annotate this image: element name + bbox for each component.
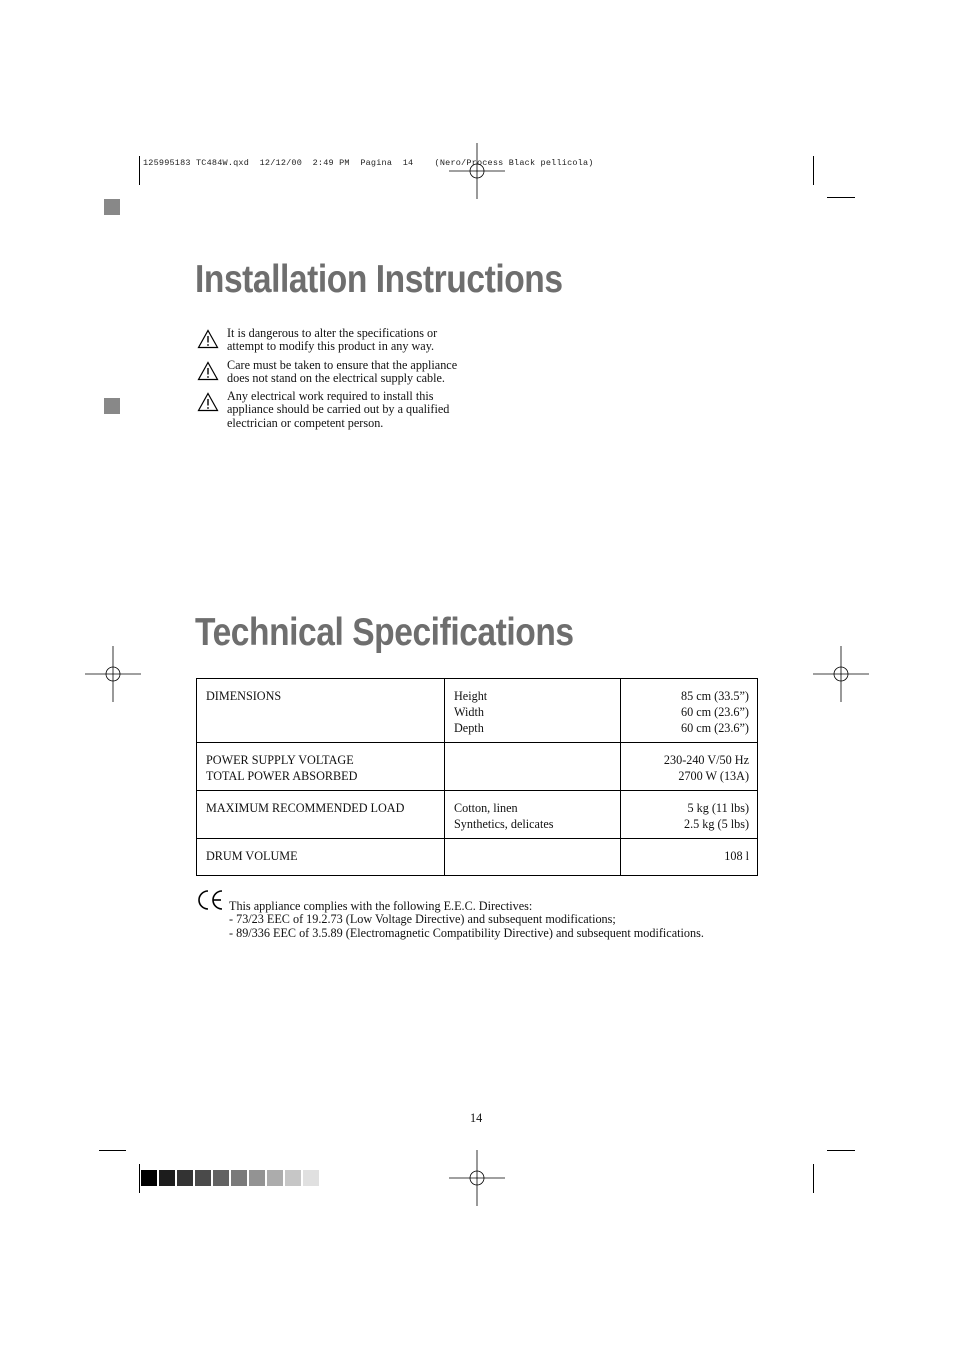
spec-value: 2700 W (13A) [678,769,749,783]
warning-line: Care must be taken to ensure that the appliance [227,357,458,372]
warning-triangle-icon [197,392,219,412]
warning-line: Any electrical work required to install this [227,389,434,404]
spec-value-cell [621,791,758,839]
spec-label: TOTAL POWER ABSORBED [206,769,358,783]
spec-detail: Synthetics, delicates [454,817,554,831]
compliance-text [229,900,704,940]
warning-line: attempt to modify this product in any way. [227,339,435,354]
table-row [197,679,758,743]
spec-value: 5 kg (11 lbs) [687,801,749,815]
color-swatch [249,1170,265,1186]
spec-detail: Depth [454,721,484,735]
spec-label-cell [197,791,445,839]
warning-item [197,390,497,430]
compliance-line: This appliance complies with the following E.E.C. Directives: [229,899,533,913]
warning-line: appliance should be carried out by a qualified [227,402,450,417]
warning-list [197,327,497,435]
spec-detail-cell [445,839,621,876]
warning-line: does not stand on the electrical supply cable. [227,370,445,385]
specifications-table [196,678,758,876]
registration-mark-icon [813,646,869,702]
color-swatch [141,1170,157,1186]
spec-label-cell [197,839,445,876]
crop-mark [827,1150,855,1151]
warning-text [227,390,449,430]
spec-detail: Width [454,705,484,719]
warning-item [197,359,497,386]
compliance-line: - 73/23 EEC of 19.2.73 (Low Voltage Directive) and subsequent modifications; [229,912,616,927]
spec-label: POWER SUPPLY VOLTAGE [206,753,354,767]
crop-mark [813,1164,814,1193]
spec-label-cell [197,679,445,743]
color-swatch [303,1170,319,1186]
spec-detail: Cotton, linen [454,801,518,815]
warning-triangle-icon [197,361,219,381]
spec-detail-cell [445,679,621,743]
spec-value: 108 l [724,849,749,863]
page-number: 14 [470,1111,483,1125]
specifications-heading: Technical Specifications [195,611,574,654]
table-row [197,791,758,839]
spec-label: MAXIMUM RECOMMENDED LOAD [206,801,405,815]
registration-mark-icon [449,143,505,199]
warning-line: It is dangerous to alter the specifications or [227,326,438,340]
ce-mark-icon [196,888,224,912]
spec-label-cell [197,743,445,791]
color-swatch [159,1170,175,1186]
crop-mark [139,1164,140,1193]
spec-value-cell [621,743,758,791]
spec-label: DIMENSIONS [206,689,282,703]
spec-detail-cell [445,791,621,839]
warning-item [197,327,497,354]
compliance-line: - 89/336 EEC of 3.5.89 (Electromagnetic Compatibility Directive) and subsequent modifications. [229,925,704,940]
spec-value-cell [621,839,758,876]
table-row [197,743,758,791]
color-bar [141,1170,321,1186]
color-swatch [177,1170,193,1186]
spec-detail: Height [454,689,488,703]
spec-label: DRUM VOLUME [206,849,298,863]
color-swatch [267,1170,283,1186]
registration-mark-icon [85,646,141,702]
registration-mark-icon [449,1150,505,1206]
crop-mark [139,156,140,185]
spec-value: 2.5 kg (5 lbs) [684,817,749,831]
crop-mark [827,197,855,198]
warning-line: electrician or competent person. [227,415,384,430]
warning-text [227,359,457,386]
margin-marker [104,199,120,215]
color-swatch [195,1170,211,1186]
margin-marker [104,398,120,414]
color-swatch [213,1170,229,1186]
crop-mark [813,156,814,185]
spec-value: 60 cm (23.6”) [680,721,749,735]
table-row [197,839,758,876]
spec-value: 85 cm (33.5”) [680,689,749,703]
crop-mark [99,1150,126,1151]
color-swatch [285,1170,301,1186]
spec-value: 230-240 V/50 Hz [663,753,749,767]
spec-value: 60 cm (23.6”) [680,705,749,719]
warning-text [227,327,437,354]
warning-triangle-icon [197,329,219,349]
printer-slug: 125995183 TC484W.qxd 12/12/00 2:49 PM Pagina 14 (Nero/Process Black pellicola) [143,158,594,168]
spec-value-cell [621,679,758,743]
spec-detail-cell [445,743,621,791]
color-swatch [231,1170,247,1186]
installation-heading: Installation Instructions [195,258,563,301]
